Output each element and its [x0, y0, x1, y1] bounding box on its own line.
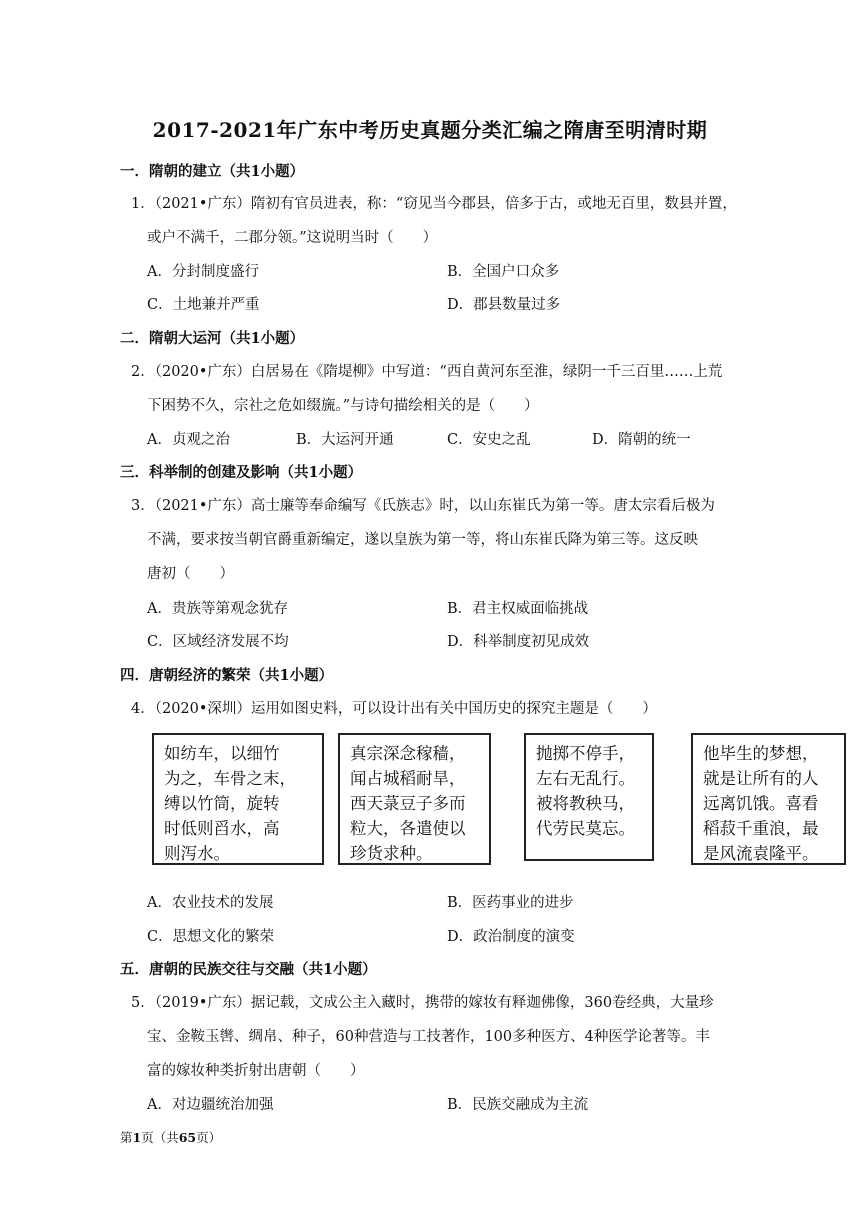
answer-option: C．土地兼并严重 — [147, 297, 260, 313]
source-excerpt-box — [338, 733, 491, 865]
answer-option: A．农业技术的发展 — [147, 895, 274, 911]
excerpt-line: 左右无乱行。 — [536, 769, 635, 788]
excerpt-line: 远离饥饿。喜看 — [703, 794, 819, 813]
excerpt-line: 被将教秧马， — [536, 794, 635, 813]
answer-option: A．贞观之治 — [147, 432, 230, 448]
excerpt-line: 珍货求种。 — [350, 844, 433, 863]
answer-option: B．君主权威面临挑战 — [447, 601, 589, 617]
excerpt-line: 真宗深念稼穑， — [350, 744, 466, 763]
footer-suffix: 页） — [196, 1130, 222, 1145]
question-text: 1．（2021•广东）隋初有官员进表，称：“窃见当今郡县，倍多于古，或地无百里，数县并置， — [131, 196, 737, 212]
excerpt-line: 缚以竹筒，旋转 — [164, 794, 280, 813]
answer-option: D．隋朝的统一 — [592, 432, 691, 448]
answer-option: D．政治制度的演变 — [447, 929, 575, 945]
answer-option: C．安史之乱 — [447, 432, 531, 448]
excerpt-line: 代劳民莫忘。 — [536, 819, 635, 838]
footer-prefix: 第 — [120, 1130, 133, 1145]
answer-option: B．民族交融成为主流 — [447, 1097, 589, 1113]
source-excerpt-box — [524, 733, 654, 861]
section-heading: 二．隋朝大运河（共1小题） — [120, 330, 305, 347]
section-heading: 一．隋朝的建立（共1小题） — [120, 163, 305, 180]
answer-option: C．区域经济发展不均 — [147, 634, 289, 650]
excerpt-line: 为之，车骨之末， — [164, 769, 296, 788]
question-text: 或户不满千，二郡分领。”这说明当时（ ） — [147, 230, 438, 246]
footer-middle: 页（共 — [141, 1130, 179, 1145]
question-text: 4．（2020•深圳）运用如图史料，可以设计出有关中国历史的探究主题是（ ） — [131, 701, 657, 717]
page-footer — [120, 1128, 221, 1146]
excerpt-line: 闻占城稻耐旱， — [350, 769, 466, 788]
question-text: 3．（2021•广东）高士廉等奉命编写《氏族志》时，以山东崔氏为第一等。唐太宗看后极为 — [131, 498, 715, 514]
answer-option: A．贵族等第观念犹存 — [147, 601, 288, 617]
excerpt-line: 如纺车，以细竹 — [164, 744, 280, 763]
excerpt-line: 时低则舀水，高 — [164, 819, 280, 838]
excerpt-line: 则泻水。 — [164, 844, 230, 863]
document-title: 2017-2021年广东中考历史真题分类汇编之隋唐至明清时期 — [152, 118, 708, 142]
answer-option: D．郡县数量过多 — [447, 297, 561, 313]
answer-option: B．全国户口众多 — [447, 264, 560, 280]
answer-option: B．医药事业的进步 — [447, 895, 574, 911]
excerpt-line: 粒大，各遣使以 — [350, 819, 466, 838]
question-text: 5．（2019•广东）据记载，文成公主入藏时，携带的嫁妆有释迦佛像，360卷经典，大量珍 — [131, 995, 714, 1011]
question-text: 富的嫁妆种类折射出唐朝（ ） — [147, 1063, 365, 1079]
excerpt-line: 西天菉豆子多而 — [350, 794, 466, 813]
answer-option: B．大运河开通 — [296, 432, 394, 448]
excerpt-line: 就是让所有的人 — [703, 769, 819, 788]
question-text: 下困势不久，宗社之危如缀旒。”与诗句描绘相关的是（ ） — [147, 398, 539, 414]
page-total: 65 — [178, 1130, 197, 1145]
question-text: 宝、金鞍玉辔、绸帛、种子，60种营造与工技著作，100多种医方、4种医学论著等。丰 — [147, 1029, 710, 1045]
answer-option: C．思想文化的繁荣 — [147, 929, 275, 945]
source-excerpt-box — [152, 733, 324, 865]
answer-option: A．对边疆统治加强 — [147, 1097, 274, 1113]
answer-option: A．分封制度盛行 — [147, 264, 259, 280]
page-number: 1 — [132, 1130, 142, 1145]
section-heading: 五．唐朝的民族交往与交融（共1小题） — [120, 961, 377, 978]
excerpt-line: 他毕生的梦想， — [703, 744, 819, 763]
excerpt-line: 抛掷不停手， — [536, 744, 635, 763]
answer-option: D．科举制度初见成效 — [447, 634, 590, 650]
question-text: 唐初（ ） — [147, 566, 234, 582]
section-heading: 三．科举制的创建及影响（共1小题） — [120, 464, 363, 481]
excerpt-line: 是风流袁隆平。 — [703, 844, 819, 863]
section-heading: 四．唐朝经济的繁荣（共1小题） — [120, 667, 334, 684]
excerpt-line: 稻菽千重浪，最 — [703, 819, 819, 838]
question-text: 不满，要求按当朝官爵重新编定，遂以皇族为第一等，将山东崔氏降为第三等。这反映 — [147, 532, 698, 548]
source-excerpt-box — [691, 733, 846, 865]
question-text: 2．（2020•广东）白居易在《隋堤柳》中写道：“西自黄河东至淮，绿阴一千三百里……上荒 — [131, 364, 723, 380]
